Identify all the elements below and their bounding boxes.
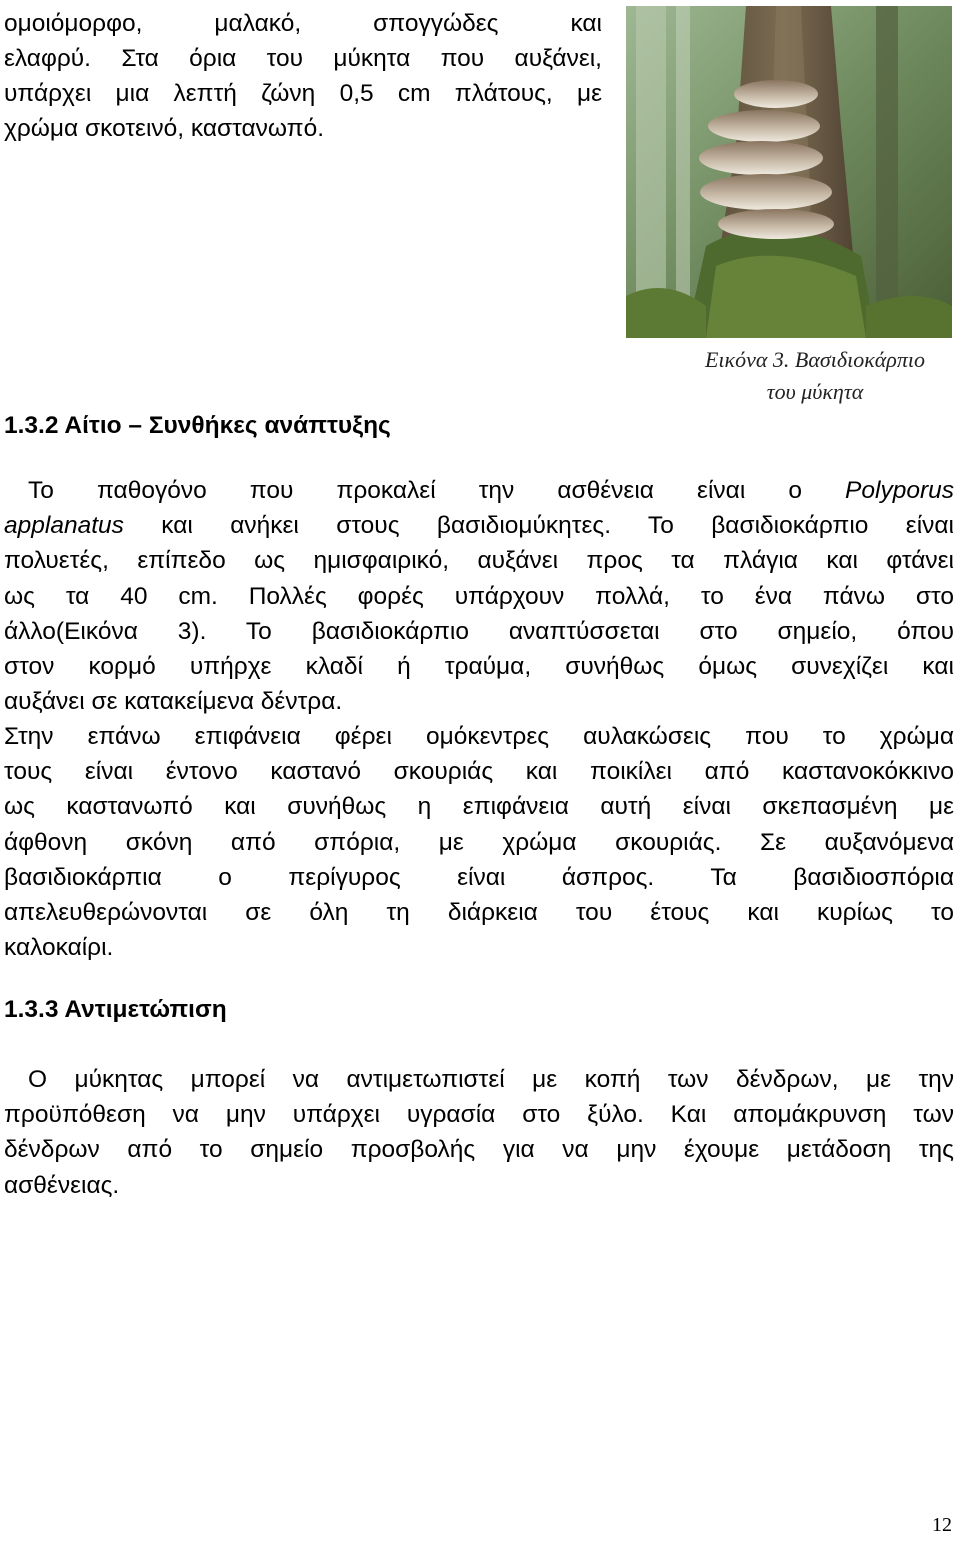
figure-caption bbox=[690, 344, 940, 408]
text-line: δένδρων από το σημείο προσβολής για να μην έχουμε μετάδοση της bbox=[4, 1136, 954, 1164]
text-line: Ο μύκητας μπορεί να αντιμετωπιστεί με κοπή των δένδρων, με την bbox=[28, 1066, 954, 1093]
page-number: 12 bbox=[932, 1514, 952, 1536]
text-line bbox=[4, 473, 954, 508]
section-heading: 1.3.3 Αντιμετώπιση bbox=[4, 996, 227, 1023]
text-line: βασιδιοκάρπια ο περίγυρος είναι άσπρος. Τα βασιδιοσπόρια bbox=[4, 863, 954, 891]
text-run: και ανήκει στους βασιδιομύκητες. Το βασιδιοκάρπιο είναι bbox=[123, 512, 954, 540]
section-heading: 1.3.2 Αίτιο – Συνθήκες ανάπτυξης bbox=[4, 412, 391, 439]
text-line: τους είναι έντονο καστανό σκουριάς και ποικίλει από καστανοκόκκινο bbox=[4, 758, 954, 786]
text-line: χρώμα σκοτεινό, καστανωπό. bbox=[4, 115, 324, 142]
text-line: προϋπόθεση να μην υπάρχει υγρασία στο ξύλο. Και απομάκρυνση των bbox=[4, 1101, 954, 1129]
text-line: ελαφρύ. Στα όρια του μύκητα που αυξάνει, bbox=[4, 45, 602, 72]
fungus-photo bbox=[626, 6, 952, 338]
text-line: απελευθερώνονται σε όλη τη διάρκεια του έτους και κυρίως το bbox=[4, 899, 954, 927]
paragraph bbox=[4, 719, 954, 965]
text-line: άλλο(Εικόνα 3). Το βασιδιοκάρπιο αναπτύσσεται στο σημείο, όπου bbox=[4, 617, 954, 645]
caption-line: Εικόνα 3. Βασιδιοκάρπιο bbox=[704, 347, 925, 372]
text-run: Το παθογόνο που προκαλεί την ασθένεια είναι ο bbox=[28, 477, 846, 504]
text-line: υπάρχει μια λεπτή ζώνη 0,5 cm πλάτους, με bbox=[4, 80, 602, 107]
text-line: αυξάνει σε κατακείμενα δέντρα. bbox=[4, 688, 343, 716]
species-name: Polyporus bbox=[845, 477, 954, 504]
text-line: καλοκαίρι. bbox=[4, 934, 114, 962]
top-paragraph bbox=[4, 6, 602, 146]
text-line: ως καστανωπό και συνήθως η επιφάνεια αυτή είναι σκεπασμένη με bbox=[4, 793, 954, 821]
text-line: στον κορμό υπήρχε κλαδί ή τραύμα, συνήθως όμως συνεχίζει και bbox=[4, 653, 954, 681]
text-line: Στην επάνω επιφάνεια φέρει ομόκεντρες αυλακώσεις που το χρώμα bbox=[4, 723, 954, 750]
text-line: ομοιόμορφο, μαλακό, σπογγώδες και bbox=[4, 10, 602, 37]
text-line: ως τα 40 cm. Πολλές φορές υπάρχουν πολλά, το ένα πάνω στο bbox=[4, 582, 954, 610]
fungus-on-trunk-image bbox=[626, 6, 952, 338]
species-name: applanatus bbox=[4, 512, 124, 540]
text-line bbox=[4, 508, 954, 543]
caption-line: του μύκητα bbox=[766, 379, 864, 404]
text-line: άφθονη σκόνη από σπόρια, με χρώμα σκουριάς. Σε αυξανόμενα bbox=[4, 828, 954, 856]
text-line: πολυετές, επίπεδο ως ημισφαιρικό, αυξάνει προς τα πλάγια και φτάνει bbox=[4, 547, 954, 575]
paragraph bbox=[4, 473, 954, 719]
paragraph bbox=[4, 1062, 954, 1203]
text-line: ασθένειας. bbox=[4, 1171, 120, 1199]
